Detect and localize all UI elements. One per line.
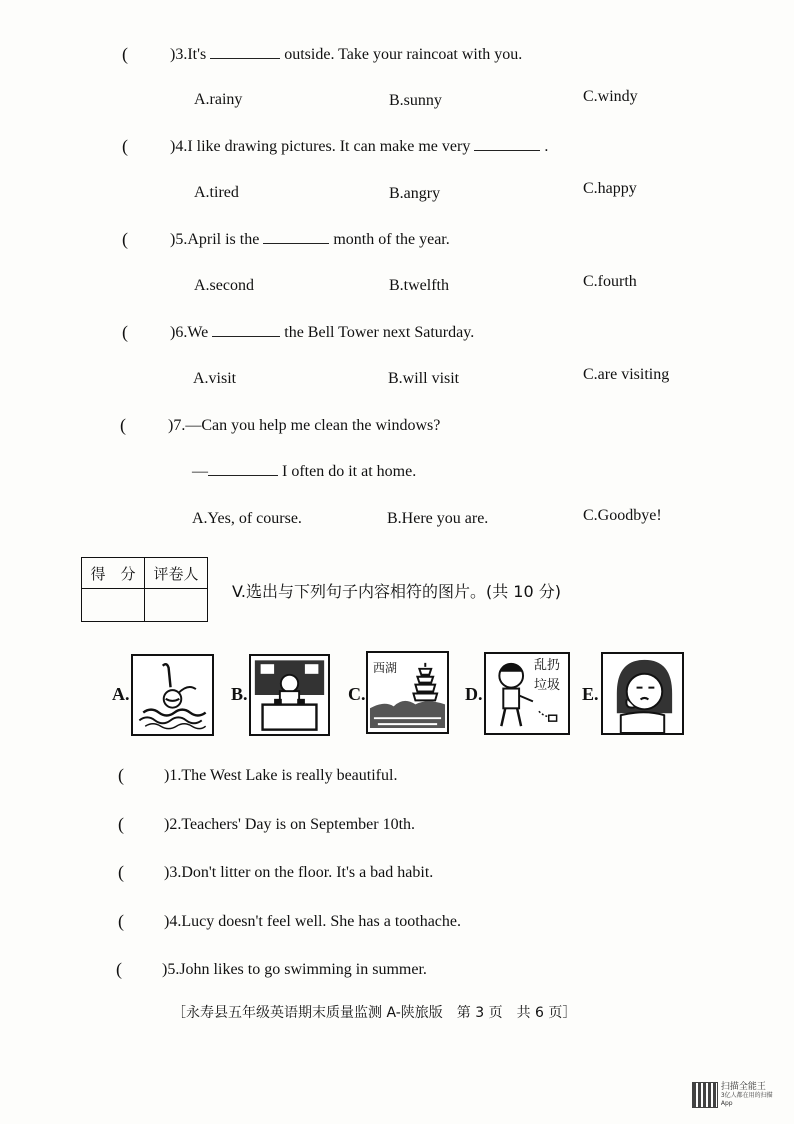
option-b: B.will visit: [388, 370, 460, 387]
scanner-watermark: [692, 1082, 784, 1108]
grader-header: 评卷人: [145, 558, 208, 589]
option-b: B.Here you are.: [387, 510, 489, 527]
question-text: )6.We: [170, 324, 209, 341]
option-a: A.visit: [193, 370, 237, 387]
answer-paren: (: [122, 136, 128, 156]
option-c: C.Goodbye!: [583, 507, 662, 524]
answer-blank: [212, 324, 280, 337]
question-text: )3.It's: [170, 46, 207, 63]
qr-code-icon: [692, 1082, 718, 1108]
littering-picture: [484, 652, 570, 735]
question-text-after: month of the year.: [333, 231, 450, 248]
answer-paren: (: [118, 911, 124, 931]
swimmer-icon: [133, 656, 212, 734]
reply-dash: —: [192, 463, 208, 480]
sentence-5: )5.John likes to go swimming in summer.: [162, 961, 427, 978]
watermark-title: 扫描全能王: [720, 1082, 766, 1092]
question-text-after: the Bell Tower next Saturday.: [284, 324, 475, 341]
question-text-after: .: [544, 138, 549, 155]
score-cell[interactable]: [82, 589, 145, 622]
answer-paren: (: [120, 415, 126, 435]
answer-paren: (: [118, 765, 124, 785]
toothache-picture: [601, 652, 684, 735]
answer-blank: [474, 138, 540, 151]
answer-paren: (: [122, 44, 128, 64]
answer-blank: [210, 46, 280, 59]
option-a: A.Yes, of course.: [192, 510, 302, 527]
picture-label-d: D.: [465, 684, 483, 704]
teacher-classroom-picture: [249, 654, 330, 736]
option-c: C.happy: [583, 180, 637, 197]
answer-paren: (: [122, 229, 128, 249]
answer-paren: (: [116, 959, 122, 979]
score-header: 得 分: [82, 558, 145, 589]
littering-caption-1: 乱扔: [534, 658, 561, 673]
option-b: B.angry: [389, 185, 441, 202]
answer-paren: (: [118, 862, 124, 882]
question-text: )4.I like drawing pictures. It can make me very: [170, 138, 471, 155]
question-text: )5.April is the: [170, 231, 260, 248]
page-footer: ［永寿县五年级英语期末质量监测 A-陕旅版 第 3 页 共 6 页］: [172, 1005, 577, 1021]
picture-label-a: A.: [112, 684, 130, 704]
question-text: )7.—Can you help me clean the windows?: [168, 417, 441, 434]
answer-blank: [263, 231, 329, 244]
sentence-2: )2.Teachers' Day is on September 10th.: [164, 816, 416, 833]
picture-label-e: E.: [582, 684, 599, 704]
littering-caption-2: 垃圾: [534, 678, 561, 693]
west-lake-caption: 西湖: [373, 661, 398, 675]
section-title: V.选出与下列句子内容相符的图片。(共 10 分): [232, 582, 561, 601]
west-lake-picture: [366, 651, 449, 734]
answer-blank: [208, 463, 278, 476]
picture-label-c: C.: [348, 684, 366, 704]
reply-text: I often do it at home.: [282, 463, 417, 480]
girl-toothache-icon: [603, 654, 682, 733]
answer-paren: (: [122, 322, 128, 342]
answer-paren: (: [118, 814, 124, 834]
sentence-4: )4.Lucy doesn't feel well. She has a toothache.: [164, 913, 462, 930]
option-a: A.tired: [194, 184, 239, 201]
option-b: B.sunny: [389, 92, 442, 109]
score-table: [81, 557, 208, 622]
watermark-subtitle: 3亿人都在用的扫描App: [720, 1092, 773, 1107]
option-c: C.fourth: [583, 273, 637, 290]
picture-label-b: B.: [231, 684, 248, 704]
teacher-icon: [251, 656, 328, 734]
option-c: C.windy: [583, 88, 638, 105]
option-c: C.are visiting: [583, 366, 670, 383]
grader-cell[interactable]: [145, 589, 208, 622]
swimming-picture: [131, 654, 214, 736]
question-text-after: outside. Take your raincoat with you.: [284, 46, 523, 63]
option-a: A.rainy: [194, 91, 243, 108]
sentence-1: )1.The West Lake is really beautiful.: [164, 767, 398, 784]
option-a: A.second: [194, 277, 254, 294]
sentence-3: )3.Don't litter on the floor. It's a bad habit.: [164, 864, 434, 881]
option-b: B.twelfth: [389, 277, 449, 294]
